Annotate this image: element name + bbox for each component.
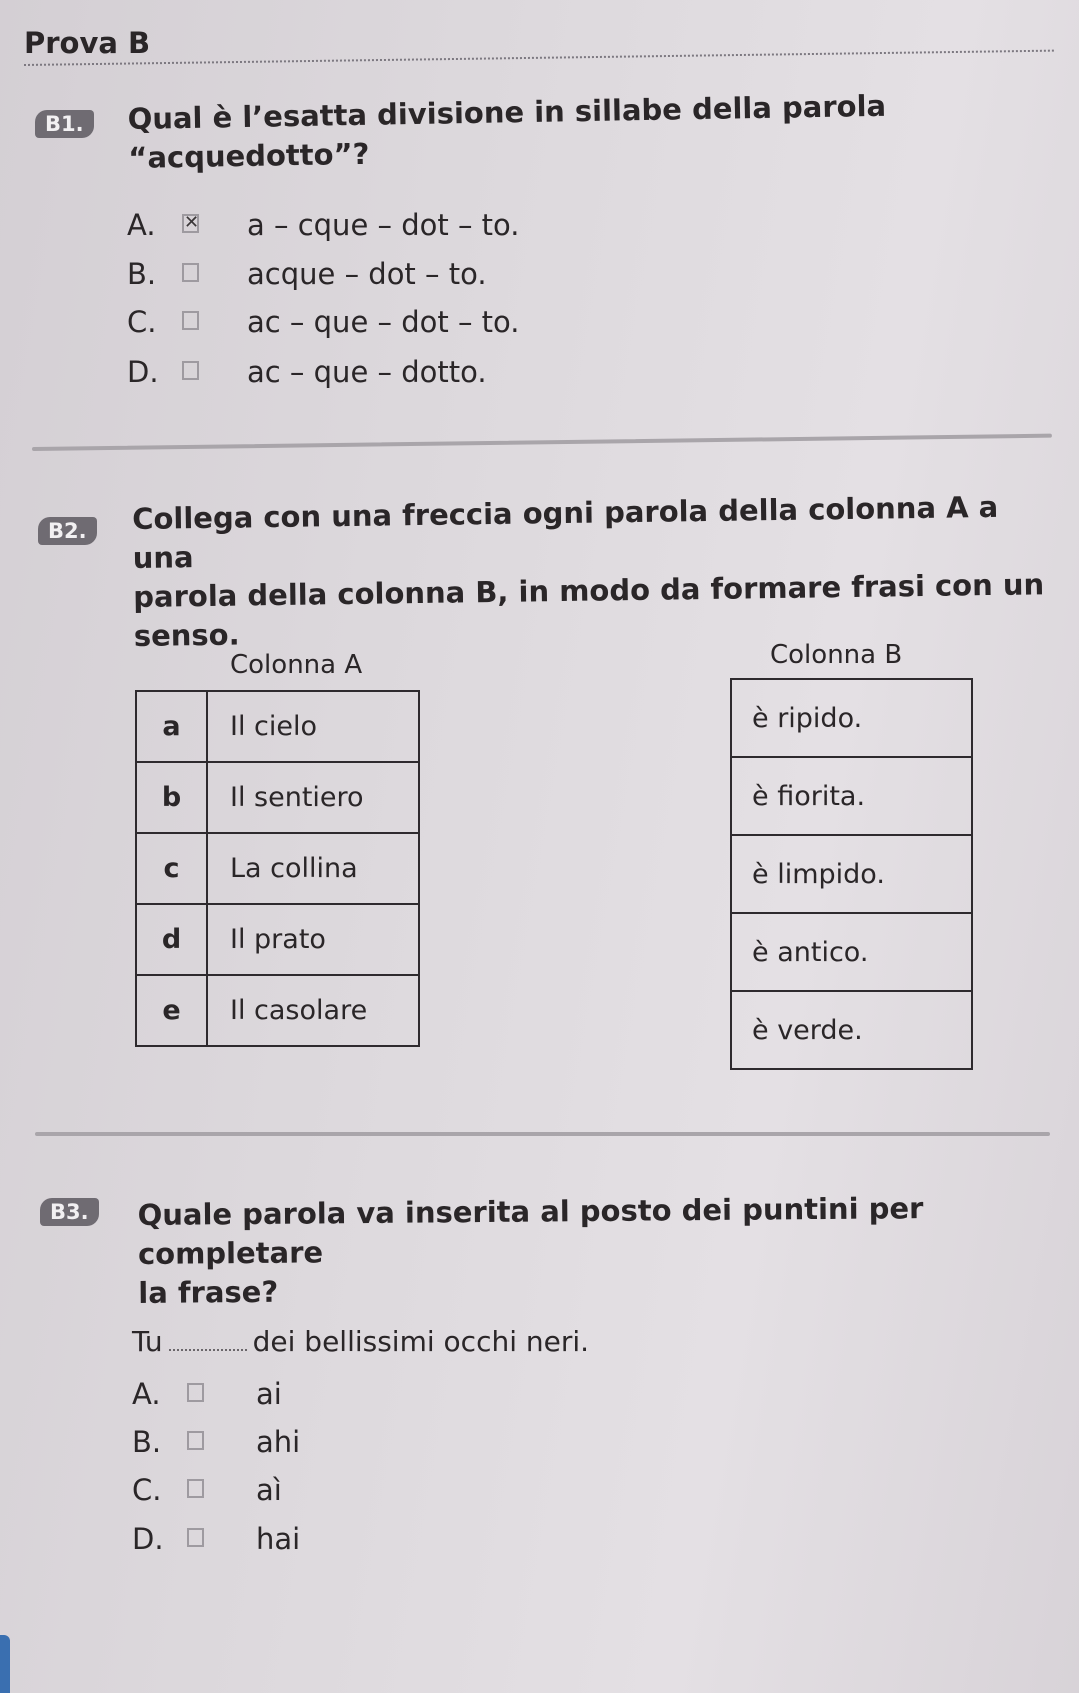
option-text: a – cque – dot – to. [247,208,520,242]
option-text: acque – dot – to. [247,257,487,291]
table-row[interactable] [136,904,419,975]
fill-in-sentence [132,1325,589,1358]
option-row[interactable] [132,1425,482,1465]
checkbox[interactable] [187,1479,204,1498]
option-row[interactable] [127,208,577,248]
table-row[interactable] [136,833,419,904]
option-text: hai [256,1522,301,1556]
checkbox[interactable] [187,1431,204,1450]
option-text: ai [256,1377,282,1411]
checkbox[interactable] [182,311,199,330]
option-letter: C. [127,305,157,339]
option-row[interactable] [127,257,577,297]
table-row[interactable] [136,762,419,833]
row-letter: e [136,975,207,1046]
option-letter: D. [127,355,159,389]
option-row[interactable] [132,1377,482,1417]
table-row[interactable]: è antico. [731,913,972,991]
question-text [137,1188,1058,1313]
question-badge: B1. [35,110,94,138]
column-b-title: Colonna B [770,640,903,670]
option-text: ahi [256,1425,301,1459]
row-letter: b [136,762,207,833]
option-row[interactable] [127,305,577,345]
checkbox[interactable] [187,1383,204,1402]
row-letter: a [136,691,207,762]
option-letter: C. [132,1473,162,1507]
table-row[interactable]: è fiorita. [731,757,972,835]
option-letter: B. [132,1425,162,1459]
checkbox[interactable] [182,263,199,282]
header-rule [24,50,1054,66]
question-b1 [35,110,94,138]
column-a-title: Colonna A [230,650,363,680]
question-line: la frase? [138,1274,279,1310]
row-letter: c [136,833,207,904]
table-row[interactable] [136,691,419,762]
question-text: Qual è l’esatta divisione in sillabe della parola “acquedotto”? [127,88,887,175]
checkbox[interactable]: ✕ [184,212,200,233]
option-letter: A. [132,1377,161,1411]
checkbox[interactable] [187,1528,204,1547]
row-word: La collina [207,833,419,904]
option-row[interactable] [132,1473,482,1513]
option-row[interactable] [132,1522,482,1562]
option-letter: D. [132,1522,164,1556]
row-letter: d [136,904,207,975]
option-text: aì [256,1473,282,1507]
table-row[interactable]: è limpido. [731,835,972,913]
section-divider [35,1132,1050,1136]
question-line: Collega con una freccia ogni parola della colonna A a una [131,489,999,576]
question-b3 [40,1198,99,1226]
table-row[interactable] [136,975,419,1046]
row-word: Il prato [207,904,419,975]
binder-clip [0,1635,10,1693]
question-line: parola della colonna B, in modo da formare frasi con un senso. [133,567,1045,653]
option-row[interactable] [127,355,577,395]
row-word: Il cielo [207,691,419,762]
question-badge: B2. [38,517,97,545]
question-text [132,487,1064,656]
row-word: Il sentiero [207,762,419,833]
question-line: Quale parola va inserita al posto dei puntini per completare [137,1191,924,1271]
option-letter: B. [127,257,157,291]
sentence-start: Tu [132,1325,163,1358]
option-text: ac – que – dot – to. [247,305,520,339]
row-word: Il casolare [207,975,419,1046]
section-divider [32,434,1052,451]
option-text: ac – que – dotto. [247,355,487,389]
column-b-table [730,678,973,1070]
page-title: Prova B [24,26,151,60]
checkbox[interactable] [182,361,199,380]
option-letter: A. [127,208,156,242]
sentence-end: dei bellissimi occhi neri. [252,1325,590,1358]
question-badge: B3. [40,1198,99,1226]
table-row[interactable]: è ripido. [731,679,972,757]
blank-field[interactable] [169,1349,247,1351]
table-row[interactable]: è verde. [731,991,972,1069]
question-b2 [38,517,97,545]
column-a-table [135,690,420,1047]
